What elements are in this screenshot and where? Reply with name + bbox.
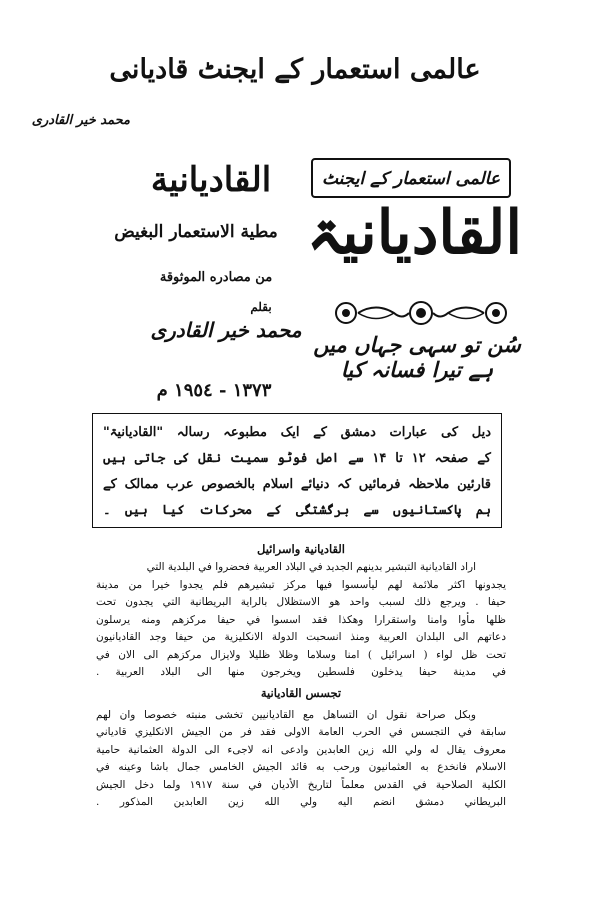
section-heading: تجسس القاديانية <box>260 685 342 700</box>
note-line: دیل کی عبارات دمشق کے ایک مطبوعہ رسالہ "القادیانیۃ" <box>103 425 491 440</box>
article-line: الكلية الصلاحية في القدس معلماً لتاريخ الأديان في سنة ١٩١٧ ولما دخل الجيش <box>96 778 506 791</box>
cover-image <box>86 158 526 408</box>
article-line: دعاتهم الى البلدان العربية ومنذ انسحبت الدولة الانكليزية من حيفا وجد القاديانيون <box>96 631 506 643</box>
scanned-article <box>96 538 506 812</box>
article-line: ظلها مأوا وامنا واستقرارا وهكذا فقد اسسوا في حيفا مركزهم ومنه يرسلون <box>96 613 506 626</box>
cover-by-pen: بقلم <box>250 300 272 314</box>
page-title: عالمی استعمار کے ایجنٹ قادیانی <box>109 54 481 85</box>
cover-badge: عالمی استعمار کے ایجنٹ <box>311 158 511 198</box>
article-line: تحت ظل لواء ( اسرائيل ) امنا وسلاما وظلا ظليلا ولايزال مركزهم الى الان في <box>96 648 506 661</box>
note-line: ہم پاکستانیوں سے برگشتگی کے محرکات کیا ہیں ۔ <box>103 503 491 518</box>
cover-urdu-title: القادیانیۃ <box>306 198 522 268</box>
ornament-divider-icon <box>326 298 516 328</box>
cover-arabic-subtitle: مطية الاستعمار البغيض <box>114 222 278 242</box>
article-line: سابقة في التجسس في الحرب العامة الاولى فقد فر من الجيش الانكليزي قادياني <box>96 726 506 738</box>
article-line: يجدونها اكثر ملائمة لهم ليأسسوا فيها مركز تبشيرهم فلم يجدوا خيرا من مدينة <box>96 578 506 591</box>
cover-sources-line: من مصادره الموثوقة <box>159 270 273 285</box>
article-line: معروف يقال له ولي الله زين العابدين وادعى انه لاجىء الى الدولة العثمانية حامية <box>96 743 506 756</box>
author-name: محمد خیر القادری <box>31 113 130 128</box>
cover-verse: سُن تو سہی جہاں میں ہے تیرا فسانہ کیا <box>313 332 521 382</box>
cover-date: ١٣٧٣ - ١٩٥٤ م <box>156 380 272 401</box>
article-paragraph <box>96 707 506 812</box>
note-box <box>92 413 502 528</box>
cover-author: محمد خیر القادری <box>150 318 302 342</box>
cover-arabic-title: القاديانية <box>150 160 272 200</box>
section-heading: القاديانية واسرائيل <box>257 542 345 556</box>
note-line: کے صفحہ ۱۲ تا ۱۴ سے اصل فوٹو سمیت نقل کی جاتی ہیں <box>103 451 491 466</box>
article-line: الاسلام فانخدع به العثمانيون ورحب به قائد الجيش الخامس جمال باشا وعينه في <box>96 761 506 773</box>
note-line: قارئین ملاحظہ فرمائیں کہ دنیائے اسلام بالخصوص عرب ممالک کے <box>103 477 491 492</box>
article-line: حيفا . ويرجع ذلك لسبب واحد هو الاستظلال بالراية البريطانية التي يجدون تحت <box>96 596 506 608</box>
article-paragraph <box>96 559 506 682</box>
article-line: وبكل صراحة نقول ان التساهل مع القاديانيين تخشى منبته خصوصا وان لهم <box>96 708 476 721</box>
article-line: البريطاني دمشق انضم اليه ولي الله زين العابدين المذكور . <box>96 796 506 808</box>
article-line: في مدينة حيفا يدخلون فلسطين ويخرجون منها الى البلاد العربية . <box>96 666 506 678</box>
article-line: اراد القاديانية التبشير بدينهم الجديد في البلاد العربية فحضروا في البلدية التي <box>146 561 476 573</box>
